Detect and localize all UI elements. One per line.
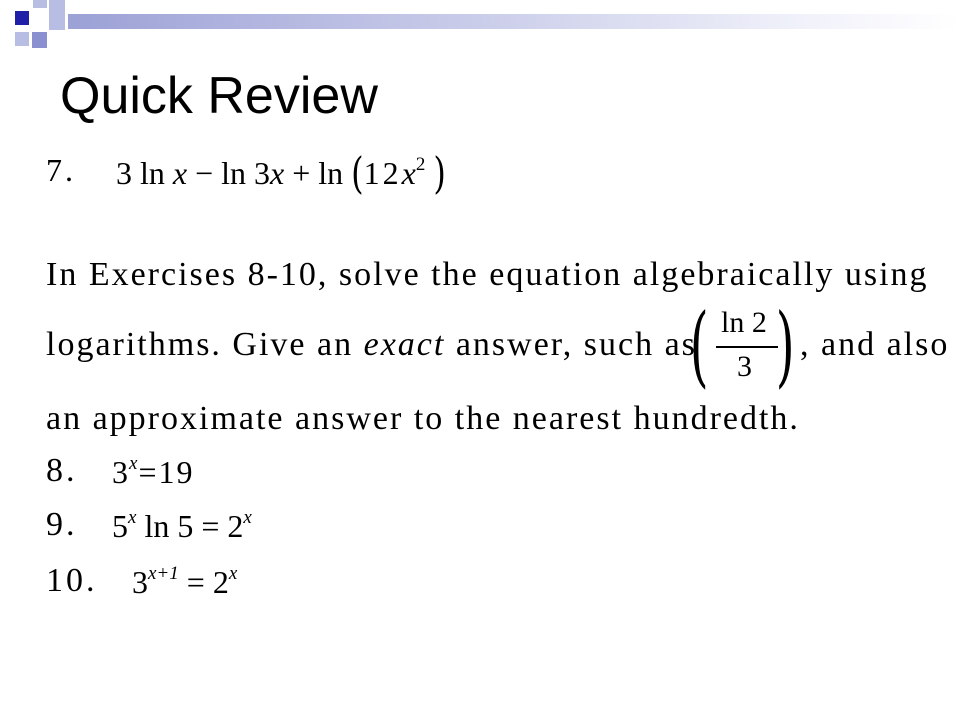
exponent: x	[129, 453, 139, 474]
exercise-10-number: 10.	[46, 562, 98, 599]
decor-square-navy	[15, 11, 29, 25]
plus-sign: +	[292, 155, 311, 191]
minus-sign: −	[195, 155, 214, 191]
inner-coefficient: 12	[363, 155, 402, 191]
variable: x	[270, 155, 285, 191]
ln-function: ln	[140, 155, 165, 191]
exercise-8-number: 8.	[46, 452, 78, 489]
exercise-8-expression	[112, 454, 194, 491]
equation-middle: = 2	[186, 564, 229, 600]
fraction-denominator: 3	[737, 350, 752, 383]
base: 3	[112, 454, 129, 490]
exponent: x	[128, 507, 137, 528]
variable: x	[401, 155, 416, 191]
exercise-9-expression	[112, 508, 252, 545]
decor-square-light	[15, 32, 29, 46]
slide-title: Quick Review	[60, 67, 378, 125]
exercise-7-expression	[116, 147, 446, 199]
exercise-10-expression	[132, 564, 237, 601]
base: 5	[112, 508, 128, 544]
decor-square-mid	[32, 32, 47, 48]
fraction-close-paren: )	[775, 294, 795, 397]
term-coefficient: 3	[254, 155, 271, 191]
header-bar	[68, 14, 960, 29]
exponent: 2	[415, 154, 426, 175]
exponent: x	[228, 563, 238, 584]
open-paren: (	[351, 147, 364, 199]
instructions-line-2	[46, 326, 697, 364]
ln-function: ln	[221, 155, 247, 191]
fraction-open-paren: (	[689, 294, 709, 397]
base: 3	[132, 564, 148, 600]
term-coefficient: 3	[116, 155, 132, 191]
instructions-line-2-end: , and also	[800, 326, 950, 363]
variable: x	[172, 155, 188, 191]
decor-square-light	[33, 0, 47, 8]
instructions-line-1: In Exercises 8-10, solve the equation algebraically using	[46, 256, 929, 293]
fraction-bar	[716, 346, 778, 348]
exponent: x+1	[148, 563, 179, 584]
instructions-text: answer, such as	[455, 326, 697, 363]
instructions-text: logarithms. Give an	[46, 326, 354, 363]
instructions-line-3: an approximate answer to the nearest hundredth.	[46, 400, 800, 437]
fraction-numerator: ln 2	[721, 306, 767, 339]
exercise-9-number: 9.	[46, 506, 78, 543]
right-hand-side: =19	[138, 454, 195, 490]
emphasis-exact: exact	[363, 326, 446, 363]
ln-function: ln	[318, 155, 344, 191]
decor-square-light	[49, 0, 65, 30]
equation-middle: ln 5 = 2	[144, 508, 244, 544]
close-paren: )	[433, 147, 446, 199]
exponent: x	[243, 507, 252, 528]
exercise-7-number: 7.	[46, 152, 76, 188]
